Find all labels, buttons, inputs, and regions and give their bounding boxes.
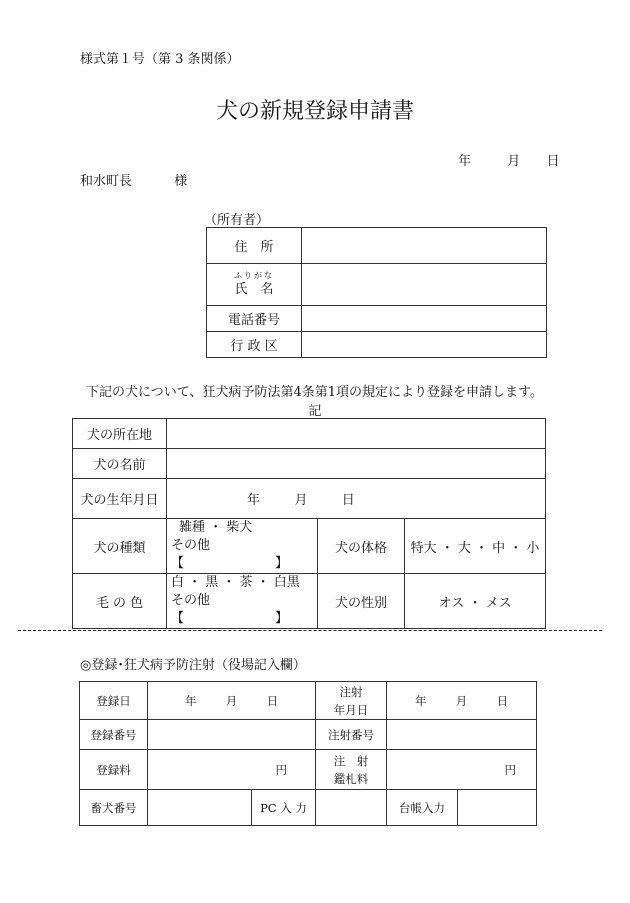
injection-date-label-line2: 年月日	[333, 702, 369, 717]
date-month: 月	[507, 154, 521, 169]
addressee	[80, 170, 187, 189]
injection-year: 年	[414, 693, 427, 708]
owner-caption: （所有者）	[204, 213, 270, 228]
livestock-number-label: 畜犬番号	[80, 790, 148, 826]
dog-breed-label: 犬の種類	[73, 519, 167, 574]
dog-birth-field[interactable]	[167, 479, 546, 519]
office-use-table	[79, 681, 537, 826]
dog-color-other[interactable]: その他【 】	[171, 593, 289, 626]
registration-date-label: 登録日	[80, 682, 148, 720]
pc-input-field[interactable]	[316, 790, 387, 826]
dog-sex-label: 犬の性別	[318, 574, 405, 629]
ki-mark: 記	[308, 404, 322, 419]
owner-phone-label: 電話番号	[207, 306, 302, 332]
application-statement: 下記の犬について、狂犬病予防法第4条第1項の規定により登録を申請します。	[86, 385, 543, 400]
registration-year: 年	[184, 693, 197, 708]
injection-fee-unit: 円	[504, 762, 516, 777]
date-line	[458, 150, 560, 169]
dog-location-label: 犬の所在地	[73, 419, 167, 449]
dog-birth-year: 年	[247, 493, 261, 508]
dog-birth-month: 月	[294, 493, 308, 508]
dog-breed-options[interactable]: 雑種 ・ 柴犬	[179, 520, 253, 535]
injection-day: 日	[496, 693, 509, 708]
cut-line-divider	[18, 630, 602, 631]
injection-date-field[interactable]	[387, 682, 537, 720]
owner-name-field[interactable]	[302, 264, 547, 306]
addressee-honorific: 様	[174, 174, 188, 189]
registration-fee-label: 登録料	[80, 750, 148, 790]
date-year: 年	[458, 154, 472, 169]
page-title: 犬の新規登録申請書	[215, 99, 414, 124]
injection-fee-label-line2: 鑑札料	[333, 771, 369, 786]
dog-name-field[interactable]	[167, 449, 546, 479]
owner-name-label-cell	[207, 264, 302, 306]
dog-birth-day: 日	[341, 493, 355, 508]
owner-address-label: 住 所	[207, 228, 302, 264]
dog-breed-other[interactable]: その他【 】	[171, 538, 289, 571]
injection-number-label: 注射番号	[316, 720, 387, 750]
dog-breed-cell[interactable]	[167, 519, 318, 574]
registration-date-field[interactable]	[148, 682, 316, 720]
office-use-heading: ◎登録･狂犬病予防注射（役場記入欄）	[80, 658, 306, 673]
registration-number-field[interactable]	[148, 720, 316, 750]
injection-fee-label-line1: 注 射	[333, 753, 369, 768]
dog-table	[72, 418, 546, 629]
registration-month: 月	[225, 693, 238, 708]
injection-date-label	[316, 682, 387, 720]
dog-size-options[interactable]: 特大 ・ 大 ・ 中 ・ 小	[405, 519, 546, 574]
injection-number-field[interactable]	[387, 720, 537, 750]
owner-name-label: 氏 名	[234, 281, 274, 297]
form-reference: 様式第１号（第 3 条関係）	[80, 52, 240, 67]
addressee-name: 和水町長	[80, 174, 133, 189]
dog-name-label: 犬の名前	[73, 449, 167, 479]
injection-fee-field[interactable]	[387, 750, 537, 790]
registration-fee-field[interactable]	[148, 750, 316, 790]
ledger-input-field[interactable]	[458, 790, 537, 826]
date-day: 日	[546, 154, 560, 169]
dog-location-field[interactable]	[167, 419, 546, 449]
dog-size-label: 犬の体格	[318, 519, 405, 574]
livestock-number-field[interactable]	[148, 790, 252, 826]
dog-color-label: 毛 の 色	[73, 574, 167, 629]
owner-district-field[interactable]	[302, 332, 547, 358]
registration-fee-unit: 円	[275, 762, 287, 777]
dog-sex-options[interactable]: オス ・ メス	[405, 574, 546, 629]
registration-number-label: 登録番号	[80, 720, 148, 750]
dog-birth-label: 犬の生年月日	[73, 479, 167, 519]
injection-month: 月	[455, 693, 468, 708]
owner-phone-field[interactable]	[302, 306, 547, 332]
injection-date-label-line1: 注射	[339, 684, 363, 699]
owner-address-field[interactable]	[302, 228, 547, 264]
registration-day: 日	[266, 693, 279, 708]
dog-color-options[interactable]: 白 ・ 黒 ・ 茶 ・ 白黒	[171, 575, 300, 590]
pc-input-label: PC 入 力	[252, 790, 316, 826]
furigana-label: ふりがな	[234, 270, 274, 280]
owner-table	[206, 227, 547, 358]
ledger-input-label: 台帳入力	[387, 790, 458, 826]
owner-district-label: 行 政 区	[207, 332, 302, 358]
injection-fee-label	[316, 750, 387, 790]
dog-color-cell[interactable]	[167, 574, 318, 629]
